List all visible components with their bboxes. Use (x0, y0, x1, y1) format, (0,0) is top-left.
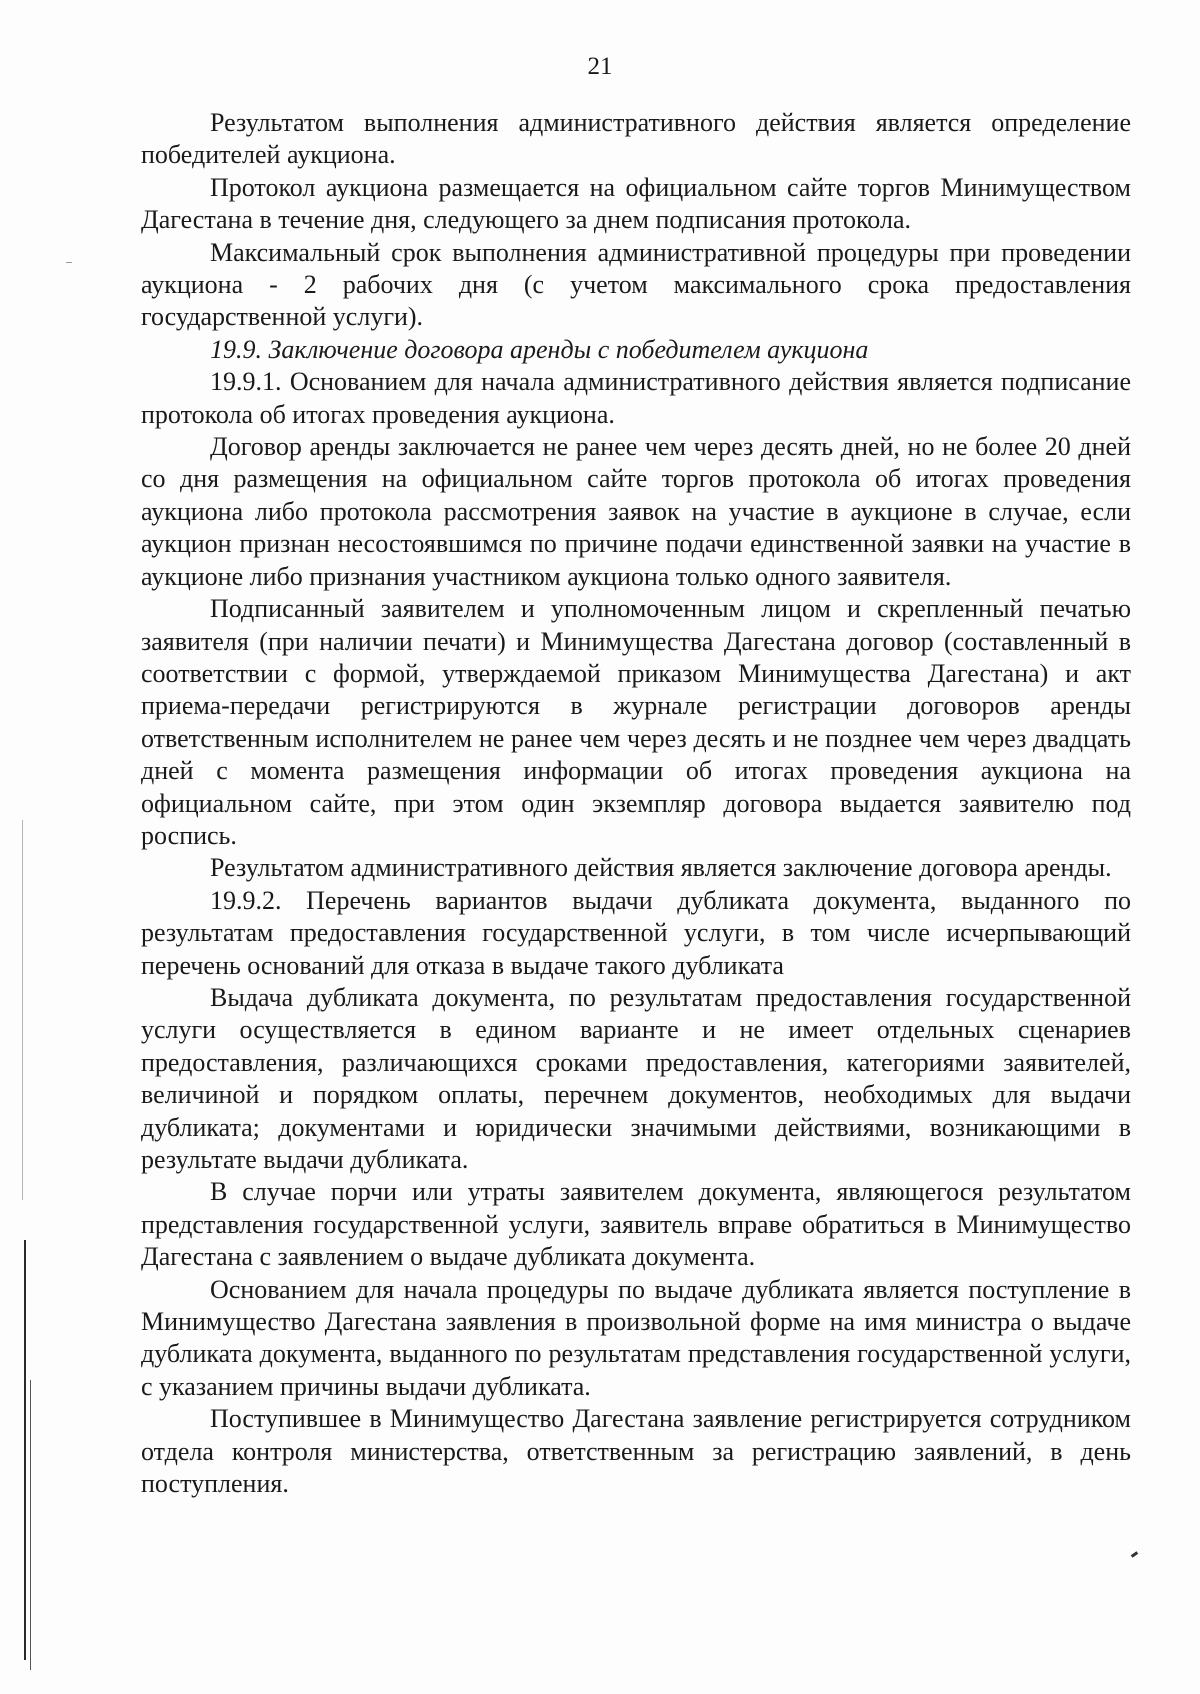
paragraph: В случае порчи или утраты заявителем документа, являющегося результатом представления государственной услуги, заявитель вправе обратиться в Минимущество Дагестана с заявлением о выдаче дубликата документа. (141, 1177, 1131, 1272)
paragraph: 19.9.1. Основанием для начала административного действия является подписание протокола об итогах проведения аукциона. (141, 367, 1131, 429)
page-number: 21 (587, 53, 613, 80)
scan-edge-line (30, 1380, 31, 1670)
paragraph: Максимальный срок выполнения административной процедуры при проведении аукциона - 2 рабочих дня (с учетом максимального срока предоставления государственной услуги). (141, 237, 1131, 332)
scan-edge-line (24, 1240, 26, 1660)
paragraph: Протокол аукциона размещается на официальном сайте торгов Минимуществом Дагестана в течение дня, следующего за днем подписания протокола. (141, 172, 1131, 235)
scan-artifact (1131, 1551, 1138, 1557)
paragraph: Результатом выполнения административного действия является определение победителей аукциона. (141, 108, 1131, 170)
paragraph: Выдача дубликата документа, по результатам предоставления государственной услуги осуществляется в едином варианте и не имеет отдельных сценариев предоставления, различающихся сроками предоставления, категориями заявителей, величиной и порядком оплаты, перечнем документов, необходимых для выдачи дубликата; документами и юридически значимыми действиями, возникающими в результате выдачи дубликата. (141, 982, 1131, 1174)
paragraph: Основанием для начала процедуры по выдаче дубликата является поступление в Минимущество Дагестана заявления в произвольной форме на имя министра о выдаче дубликата документа, выданного по результатам представления государственной услуги, с указанием причины выдачи дубликата. (141, 1274, 1131, 1401)
paragraph: Поступившее в Минимущество Дагестана заявление регистрируется сотрудником отдела контроля министерства, ответственным за регистрацию заявлений, в день поступления. (141, 1404, 1131, 1499)
paragraph: 19.9.2. Перечень вариантов выдачи дубликата документа, выданного по результатам предоставления государственной услуги, в том числе исчерпывающий перечень оснований для отказа в выдаче такого дубликата (141, 885, 1131, 980)
section-heading: 19.9. Заключение договора аренды с победителем аукциона (210, 334, 869, 364)
paragraph: Результатом административного действия является заключение договора аренды. (210, 853, 1112, 883)
document-body (141, 107, 1131, 1500)
scan-artifact (66, 262, 72, 263)
paragraph: Договор аренды заключается не ранее чем через десять дней, но не более 20 дней со дня размещения на официальном сайте торгов протокола об итогах проведения аукциона либо протокола рассмотрения заявок на участие в аукционе в случае, если аукцион признан несостоявшимся по причине подачи единственной заявки на участие в аукционе либо признания участником аукциона только одного заявителя. (141, 432, 1131, 591)
paragraph: Подписанный заявителем и уполномоченным лицом и скрепленный печатью заявителя (при наличии печати) и Минимущества Дагестана договор (составленный в соответствии с формой, утверждаемой приказом Минимущества Дагестана) и акт приема-передачи регистрируются в журнале регистрации договоров аренды ответственным исполнителем не ранее чем через десять и не позднее чем через двадцать дней с момента размещения информации об итогах проведения аукциона на официальном сайте, при этом один экземпляр договора выдается заявителю под роспись. (141, 594, 1131, 850)
scan-edge-line (22, 820, 23, 1200)
